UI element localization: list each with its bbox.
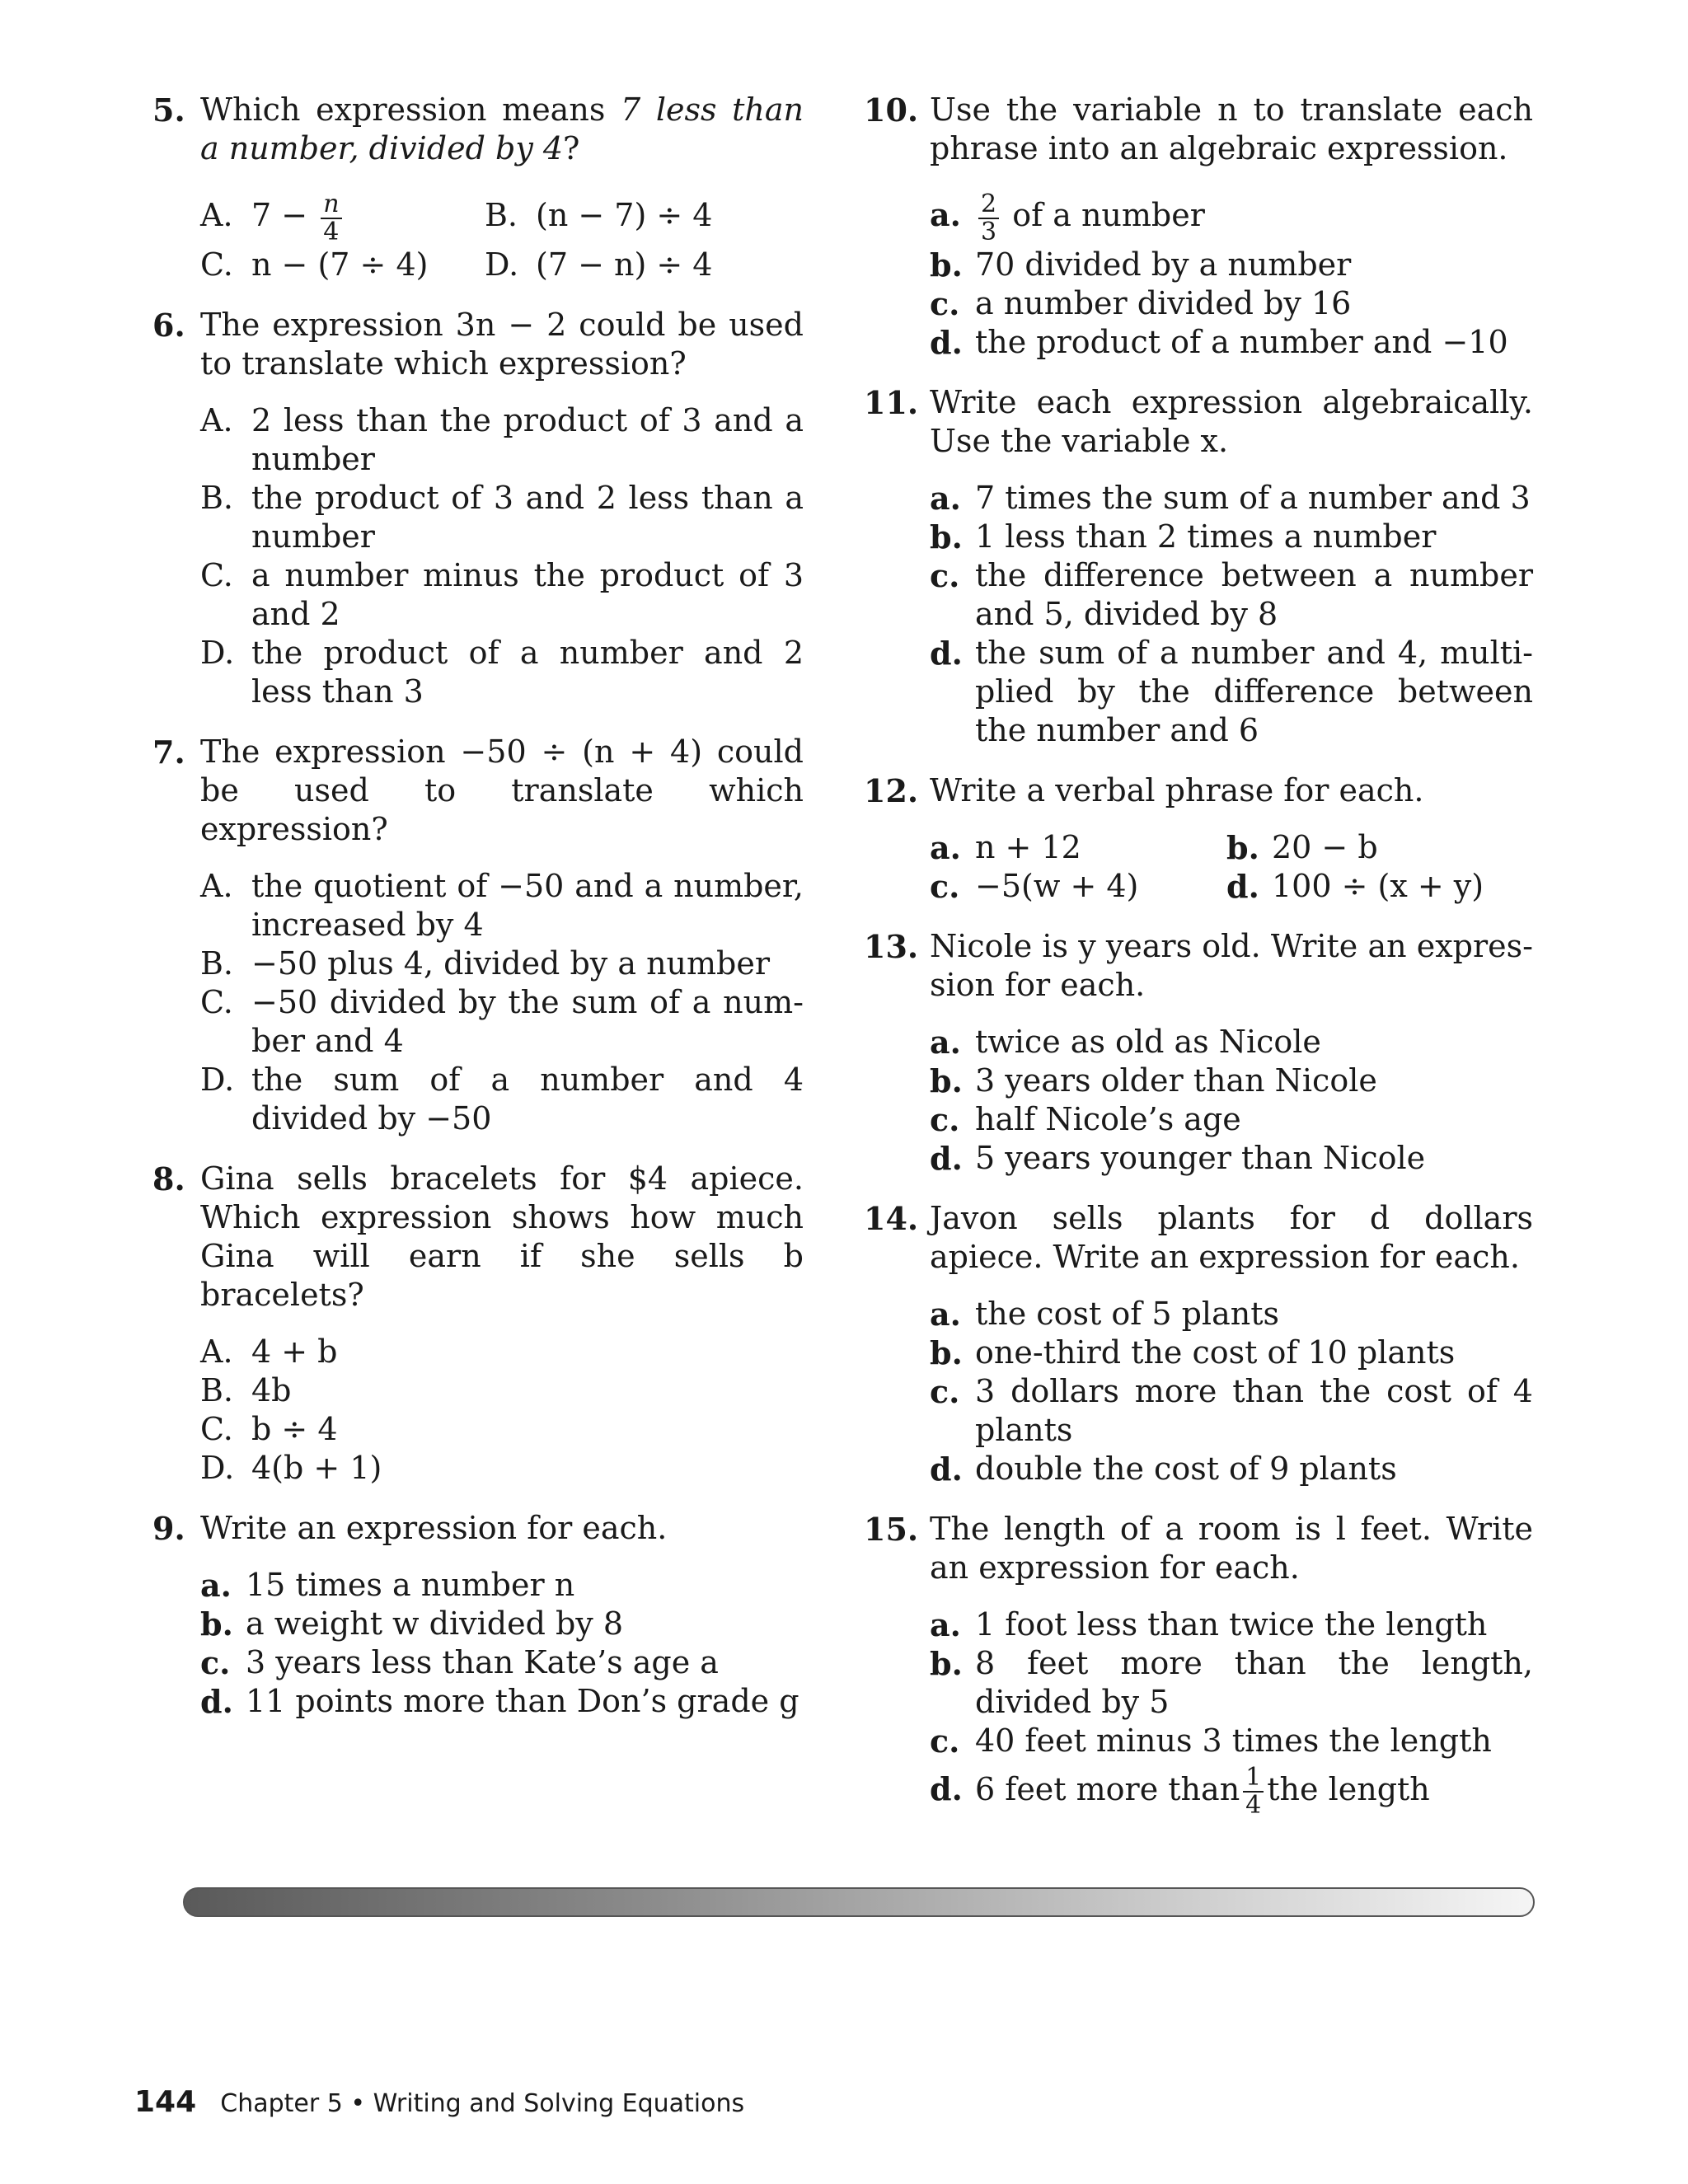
problem-number: 11.	[864, 383, 919, 421]
item-label: c.	[930, 1100, 960, 1138]
item-label: c.	[930, 556, 960, 594]
option-d	[200, 1449, 804, 1488]
problem-question: Write a verbal phrase for each.	[930, 771, 1424, 808]
item-label: c.	[930, 284, 960, 322]
item-text: the length	[1267, 1770, 1430, 1807]
fraction-numerator: 2	[978, 191, 999, 219]
item-label: d.	[200, 1682, 233, 1720]
problem-15	[864, 1510, 1533, 1820]
item-text: 100 ÷ (x + y)	[1272, 867, 1484, 904]
option-text: the product of 3 and 2 less than a number	[251, 479, 804, 555]
item-text: half Nicole’s age	[975, 1100, 1241, 1137]
option-label: A.	[200, 1333, 233, 1370]
problem-number: 13.	[864, 927, 919, 965]
item-d	[200, 1682, 804, 1721]
item-text: the sum of a number and 4, multi-plied by the difference between the number and 6	[975, 634, 1533, 748]
question-mark: ?	[563, 130, 580, 166]
item-text: of a number	[1012, 197, 1205, 233]
option-text: b ÷ 4	[251, 1410, 338, 1447]
problem-question: The expression 3n − 2 could be used to translate which expression?	[200, 306, 804, 382]
item-label: c.	[200, 1643, 231, 1681]
fraction-denominator: 3	[981, 217, 997, 246]
problem-number: 9.	[152, 1509, 185, 1547]
problem-number: 12.	[864, 771, 919, 809]
option-a	[200, 186, 485, 246]
item-b	[930, 518, 1533, 556]
item-label: c.	[930, 1372, 960, 1410]
item-d	[930, 1760, 1533, 1820]
question-text: Which expression means	[200, 91, 621, 128]
fraction	[1243, 1765, 1264, 1819]
item-b	[1226, 828, 1540, 867]
item-text: 20 − b	[1272, 828, 1378, 865]
item-label: d.	[930, 1139, 963, 1177]
problem-question: Write each expression algebraically. Use the variable x.	[930, 383, 1533, 459]
item-text: 70 divided by a number	[975, 246, 1352, 283]
item-list	[930, 479, 1533, 750]
item-label: a.	[930, 196, 961, 233]
option-label: C.	[200, 556, 233, 593]
item-label: b.	[930, 246, 963, 284]
option-c	[200, 246, 485, 284]
option-label: C.	[200, 983, 233, 1020]
item-list	[930, 1023, 1533, 1178]
item-text: twice as old as Nicole	[975, 1023, 1321, 1060]
item-text: double the cost of 9 plants	[975, 1450, 1397, 1487]
option-d	[200, 634, 804, 711]
item-label: d.	[930, 1769, 963, 1807]
option-label: B.	[200, 479, 234, 516]
item-text: the product of a number and −10	[975, 323, 1508, 360]
item-list	[930, 1605, 1533, 1820]
problem-number: 5.	[152, 91, 185, 129]
option-c	[200, 1410, 804, 1449]
item-a	[930, 828, 1226, 867]
problem-number: 15.	[864, 1510, 919, 1548]
item-text: 1 foot less than twice the length	[975, 1605, 1488, 1643]
left-column	[152, 91, 804, 1742]
item-b	[930, 246, 1533, 284]
option-d	[485, 246, 769, 284]
item-label: d.	[930, 1450, 963, 1488]
item-text: 5 years younger than Nicole	[975, 1139, 1426, 1176]
option-text: −50 divided by the sum of a num-ber and 4	[251, 983, 804, 1059]
option-label: D.	[200, 1449, 235, 1486]
option-text: the quotient of −50 and a number, increased by 4	[251, 867, 804, 943]
option-d	[200, 1061, 804, 1138]
option-text: 7 −	[251, 197, 318, 233]
option-text: the sum of a number and 4 divided by −50	[251, 1061, 804, 1137]
item-text: the cost of 5 plants	[975, 1295, 1279, 1332]
option-a	[200, 867, 804, 944]
item-label: a.	[930, 828, 961, 866]
item-text: 1 less than 2 times a number	[975, 518, 1437, 555]
item-d	[930, 634, 1533, 750]
item-list	[200, 1566, 804, 1721]
item-text: 3 dollars more than the cost of 4 plants	[975, 1372, 1533, 1448]
option-label: D.	[200, 1061, 235, 1098]
option-list	[200, 867, 804, 1138]
item-text: the difference between a number and 5, divided by 8	[975, 556, 1533, 632]
item-d	[1226, 867, 1540, 906]
item-d	[930, 323, 1533, 362]
item-text: 40 feet minus 3 times the length	[975, 1722, 1492, 1759]
item-c	[930, 867, 1226, 906]
item-list	[930, 186, 1533, 362]
option-label: B.	[200, 1371, 234, 1408]
item-b	[930, 1333, 1533, 1372]
item-label: a.	[930, 1295, 961, 1333]
problem-7	[152, 733, 804, 1138]
chapter-title: Chapter 5 • Writing and Solving Equations	[220, 2089, 745, 2118]
item-text: a number divided by 16	[975, 284, 1352, 321]
option-label: B.	[485, 197, 518, 233]
item-a	[200, 1566, 804, 1605]
question-italic-text: 7 less than a number, divided by 4	[200, 91, 804, 166]
item-label: b.	[930, 1062, 963, 1099]
problem-14	[864, 1199, 1533, 1488]
item-text: 7 times the sum of a number and 3	[975, 479, 1531, 516]
problem-number: 8.	[152, 1160, 185, 1197]
item-text: a weight w divided by 8	[246, 1605, 624, 1642]
item-text: 3 years less than Kate’s age a	[246, 1643, 719, 1680]
item-c	[930, 1372, 1533, 1450]
option-b	[200, 1371, 804, 1410]
problem-number: 10.	[864, 91, 919, 129]
fraction-denominator: 4	[323, 217, 340, 246]
option-list	[200, 401, 804, 711]
option-list	[200, 1333, 804, 1488]
item-label: c.	[930, 1722, 960, 1760]
option-text: 4 + b	[251, 1333, 338, 1370]
problem-question: The length of a room is l feet. Write an expression for each.	[930, 1510, 1533, 1586]
problem-9	[152, 1509, 804, 1721]
decorative-gradient-bar	[183, 1887, 1535, 1917]
item-label: a.	[200, 1566, 232, 1604]
option-label: D.	[200, 634, 235, 671]
item-d	[930, 1450, 1533, 1488]
item-text: 11 points more than Don’s grade g	[246, 1682, 799, 1719]
item-label: d.	[930, 634, 963, 672]
problem-question: The expression −50 ÷ (n + 4) could be used to translate which expression?	[200, 733, 804, 847]
item-b	[200, 1605, 804, 1643]
option-c	[200, 556, 804, 634]
right-column	[864, 91, 1533, 1840]
problem-8	[152, 1160, 804, 1488]
item-text: 6 feet more than	[975, 1770, 1240, 1807]
item-a	[930, 186, 1533, 246]
item-label: b.	[930, 518, 963, 555]
problem-12	[864, 771, 1533, 906]
item-a	[930, 1605, 1533, 1644]
item-c	[930, 284, 1533, 323]
item-b	[930, 1062, 1533, 1100]
item-a	[930, 1295, 1533, 1333]
item-text: 8 feet more than the length, divided by 5	[975, 1644, 1533, 1720]
problem-number: 14.	[864, 1199, 919, 1237]
fraction	[321, 191, 341, 246]
item-a	[930, 479, 1533, 518]
problem-11	[864, 383, 1533, 750]
problem-question: Use the variable n to translate each phrase into an algebraic expression.	[930, 91, 1533, 166]
item-label: b.	[930, 1333, 963, 1371]
item-d	[930, 1139, 1533, 1178]
item-text: n + 12	[975, 828, 1081, 865]
problem-question: Gina sells bracelets for $4 apiece. Which expression shows how much Gina will earn if she sells b bracelets?	[200, 1160, 804, 1313]
item-c	[200, 1643, 804, 1682]
option-c	[200, 983, 804, 1061]
item-c	[930, 556, 1533, 634]
option-label: A.	[200, 197, 233, 233]
option-b	[485, 186, 769, 246]
fraction	[978, 191, 999, 246]
item-text: one-third the cost of 10 plants	[975, 1333, 1456, 1371]
option-text: (7 − n) ÷ 4	[536, 246, 713, 283]
item-label: d.	[1226, 867, 1259, 905]
option-text: n − (7 ÷ 4)	[251, 246, 429, 283]
option-label: D.	[485, 246, 519, 283]
option-text: a number minus the product of 3 and 2	[251, 556, 804, 632]
option-text: the product of a number and 2 less than 3	[251, 634, 804, 710]
item-label: a.	[930, 1605, 961, 1643]
item-label: b.	[1226, 828, 1259, 866]
option-a	[200, 1333, 804, 1371]
problem-number: 6.	[152, 306, 185, 344]
option-b	[200, 944, 804, 983]
item-label: b.	[200, 1605, 233, 1643]
option-label: A.	[200, 401, 233, 438]
option-text: 4b	[251, 1371, 292, 1408]
problem-6	[152, 306, 804, 711]
item-label: b.	[930, 1644, 963, 1682]
option-label: C.	[200, 246, 233, 283]
option-b	[200, 479, 804, 556]
fraction-numerator: 1	[1243, 1765, 1264, 1793]
item-c	[930, 1722, 1533, 1760]
item-label: c.	[930, 867, 960, 905]
fraction-numerator: n	[321, 191, 341, 219]
item-a	[930, 1023, 1533, 1062]
item-c	[930, 1100, 1533, 1139]
option-grid	[200, 186, 804, 284]
problem-question	[200, 91, 804, 168]
item-label: a.	[930, 479, 961, 517]
item-text: 3 years older than Nicole	[975, 1062, 1377, 1099]
page-footer	[134, 2085, 744, 2119]
option-text: 4(b + 1)	[251, 1449, 382, 1486]
problem-question: Javon sells plants for d dollars apiece. Write an expression for each.	[930, 1199, 1533, 1275]
item-text: −5(w + 4)	[975, 867, 1139, 904]
item-text: 15 times a number n	[246, 1566, 575, 1603]
problem-number: 7.	[152, 733, 185, 771]
page-number: 144	[134, 2085, 197, 2119]
item-label: a.	[930, 1023, 961, 1061]
option-text: 2 less than the product of 3 and a number	[251, 401, 804, 477]
option-a	[200, 401, 804, 479]
problem-10	[864, 91, 1533, 362]
option-text: −50 plus 4, divided by a number	[251, 944, 771, 982]
option-label: A.	[200, 867, 233, 904]
problem-question: Write an expression for each.	[200, 1509, 668, 1546]
option-label: B.	[200, 944, 234, 982]
item-label: d.	[930, 323, 963, 361]
problem-5	[152, 91, 804, 284]
option-label: C.	[200, 1410, 233, 1447]
item-list	[930, 1295, 1533, 1488]
option-text: (n − 7) ÷ 4	[536, 197, 713, 233]
item-grid	[930, 828, 1533, 906]
problem-question: Nicole is y years old. Write an expres-sion for each.	[930, 927, 1533, 1003]
item-b	[930, 1644, 1533, 1722]
problem-13	[864, 927, 1533, 1178]
fraction-denominator: 4	[1245, 1791, 1262, 1820]
